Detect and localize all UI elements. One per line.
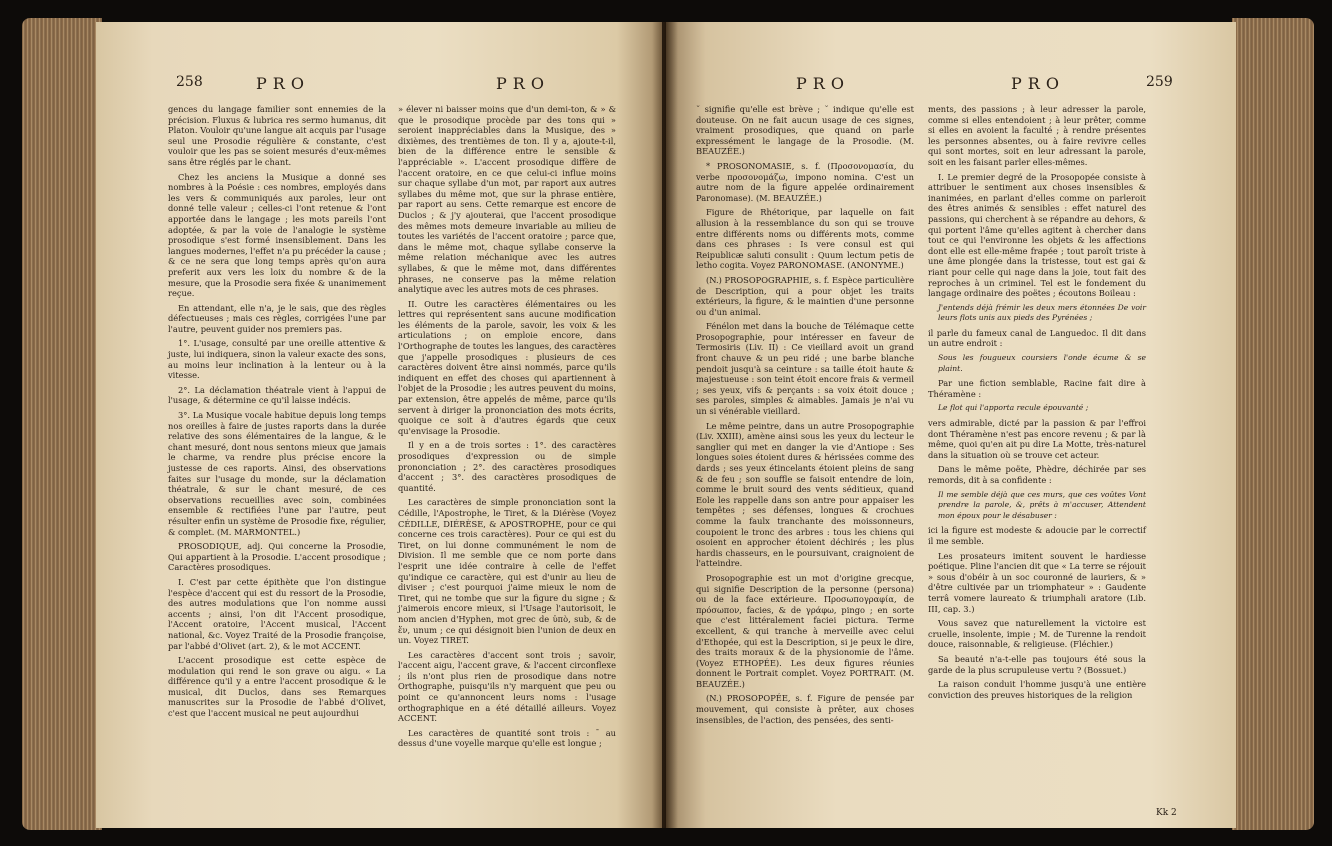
- paragraph: Le même peintre, dans un autre Prosopographie (Liv. XXIII), amène ainsi sous les yeux du lecteur le sanglier qui met en danger la vie d'Antiope : Ses longues soies étoient dures & hérissées comme des dards ; ses yeux étincelants étoient pleins de sang & de feu ; son souffle se faisoit entendre de loin, comme le bruit sourd des vents séditieux, quand Eole les rappelle dans son antre pour appaiser les tempêtes ; ses défenses, longues & crochues comme la faulx tranchante des moissonneurs, coupoient le tronc des arbres : tous les chiens qui osoient en approcher étoient déchirés ; les plus hardis chasseurs, en le poursuivant, craignoient de l'atteindre.: [696, 420, 914, 569]
- paragraph: Dans le même poëte, Phèdre, déchirée par ses remords, dit à sa confidente :: [928, 464, 1146, 485]
- paragraph: Il y en a de trois sortes : 1°. des caractères prosodiques d'expression ou de simple prononciation ; 2°. des caractères prosodiques d'accent ; 3°. des caractères prosodiques de quantité.: [398, 440, 616, 493]
- right-page-column-2: [928, 104, 1146, 704]
- left-page-column-2: [398, 104, 616, 753]
- right-page-column-1: [696, 104, 914, 729]
- paragraph: ˘ signifie qu'elle est brève ; ˘ indique qu'elle est douteuse. On ne fait aucun usage de ces signes, vraiment prosodiques, que quand on parle expressément le langage de la Prosodie. (M. BEAUZÉE.): [696, 104, 914, 157]
- paragraph: L'accent prosodique est cette espèce de modulation qui rend le son grave ou aigu. « La différence qu'il y a entre l'accent prosodique & le musical, dit Duclos, dans ses Remarques manuscrites sur la Prosodie de l'abbé d'Olivet, c'est que l'accent musical ne peut aujourdhui: [168, 655, 386, 719]
- right-page: [666, 22, 1236, 828]
- paragraph: Prosopographie est un mot d'origine grecque, qui signifie Description de la personne (persona) ou de la face extérieure. Προσωπογραφία, de πρόσωπον, facies, & de γράφω, pingo ; en sorte que c'est littéralement faciei pictura. Terme excellent, & qui tranche à merveille avec celui d'Ethopée, qui est la Description, si je peux le dire, des traits moraux & de la physionomie de l'âme. (Voyez ETHOPÉE). Les deux figures réunies donnent le Portrait complet. Voyez PORTRAIT. (M. BEAUZÉE.): [696, 572, 914, 689]
- page-edges-left: [22, 18, 102, 830]
- paragraph: 1°. L'usage, consulté par une oreille attentive & juste, lui indiquera, sinon la valeur exacte des sons, au moins leur inclination à la lenteur ou à la vitesse.: [168, 338, 386, 381]
- paragraph: Les caractères d'accent sont trois ; savoir, l'accent aigu, l'accent grave, & l'accent circonflexe ; ils n'ont plus rien de prosodique dans notre Orthographe, puisqu'ils n'y marquent que peu ou point ce qu'annoncent leurs noms : l'usage orthographique en a été détaillé ailleurs. Voyez ACCENT.: [398, 649, 616, 724]
- paragraph: ments, des passions ; à leur adresser la parole, comme si elles entendoient ; à leur prêter, comme si elles en avoient la faculté ; à rendre présentes les personnes absentes, ou à faire revivre celles qui sont mortes, soit en leur adressant la parole, soit en les faisant parler elles-mêmes.: [928, 104, 1146, 167]
- running-head-left-a: PRO: [256, 74, 310, 93]
- paragraph: gences du langage familier sont ennemies de la précision. Fluxus & lubrica res sermo humanus, dit Platon. Vouloir qu'une langue ait acquis par l'usage seul une Prosodie régulière & constante, c'est vouloir que les pas se soient mesurés d'eux-mêmes sans être réglés par le chant.: [168, 104, 386, 167]
- paragraph: En attendant, elle n'a, je le sais, que des règles défectueuses ; mais ces règles, corrigées l'une par l'autre, peuvent guider nos premiers pas.: [168, 302, 386, 334]
- entry-heading: PROSODIQUE, adj. Qui concerne la Prosodie, Qui appartient à la Prosodie. L'accent prosodique ; Caractères prosodiques.: [168, 541, 386, 573]
- paragraph: Les prosateurs imitent souvent le hardiesse poétique. Pline l'ancien dit que « La terre se réjouit » sous d'obéir à un soc couronné de lauriers, & » d'être cultivée par un triomphateur » : Gaudente terrâ vomere laureato & triumphali aratore (Lib. III, cap. 3.): [928, 550, 1146, 614]
- running-head-right-b: PRO: [1011, 74, 1065, 93]
- entry-heading: (N.) PROSOPOPÉE, s. f. Figure de pensée par mouvement, qui consiste à prêter, aux choses insensibles, de l'action, des pensées, des senti-: [696, 693, 914, 725]
- running-head-left-b: PRO: [496, 74, 550, 93]
- paragraph: I. C'est par cette épithète que l'on distingue l'espèce d'accent qui est du ressort de la Prosodie, des autres modulations que l'on nomme aussi accents ; ainsi, l'on dit l'Accent prosodique, l'Accent oratoire, l'Accent musical, l'Accent national, &c. Voyez Traité de la Prosodie françoise, par l'abbé d'Olivet (art. 2), & le mot ACCENT.: [168, 576, 386, 651]
- paragraph: Fénélon met dans la bouche de Télémaque cette Prosopographie, pour intéresser en faveur de Termosiris (Liv. II) : Ce vieillard avoit un grand front chauve & un peu ridé ; une barbe blanche pendoit jusqu'à sa ceinture : sa taille étoit haute & majestueuse : son teint étoit encore frais & vermeil ; ses yeux, vifs & perçants : sa voix étoit douce ; ses paroles, simples & aimables. Jamais je n'ai vu un si vénérable vieillard.: [696, 321, 914, 417]
- verse-quote: J'entends déjà frémir les deux mers étonnées De voir leurs flots unis aux pieds des Pyrénées ;: [938, 302, 1146, 323]
- book-gutter: [652, 22, 678, 828]
- paragraph: 3°. La Musique vocale habitue depuis long temps nos oreilles à faire de justes raports dans la durée relative des sons élémentaires de la langue, & le chant mesuré, dont nous sentons mieux que jamais le charme, va rendre plus précise encore la justesse de ces raports. Ainsi, des observations faites sur l'usage du monde, sur la déclamation théatrale, & sur le chant mesuré, de ces observations recueillies avec soin, combinées ensemble & rectifiées l'une par l'autre, peut résulter enfin un système de Prosodie fixe, régulier, & complet. (M. MARMONTEL.): [168, 410, 386, 537]
- paragraph: Les caractères de simple prononciation sont la Cédille, l'Apostrophe, le Tiret, & la Diérèse (Voyez CÉDILLE, DIÉRÈSE, & APOSTROPHE, pour ce qui concerne ces trois caractères). Pour ce qui est du Tiret, on lui donne communément le nom de Division. Il me semble que ce nom porte dans l'esprit une idée contraire à celle de l'effet qu'indique ce caractère, qui est d'unir au lieu de diviser ; c'est pourquoi j'aime mieux le nom de Tiret, qui ne tombe que sur la figure du signe ; & j'aimerois encore mieux, si l'Usage l'autorisoit, le nom ancien d'Hyphen, mot grec de ὑπὸ, sub, & de ἕν, unum ; ce qui désignoit bien l'union de deux en un. Voyez TIRET.: [398, 497, 616, 646]
- paragraph: 2°. La déclamation théatrale vient à l'appui de l'usage, & détermine ce qu'il laisse indécis.: [168, 384, 386, 406]
- verse-quote: Sous les fougueux coursiers l'onde écume & se plaint.: [938, 353, 1146, 373]
- verse-quote: Le flot qui l'apporta recule épouvanté ;: [938, 403, 1089, 413]
- paragraph: Chez les anciens la Musique a donné ses nombres à la Poésie : ces nombres, employés dans les vers & communiqués aux paroles, leur ont donné telle valeur ; celles-ci l'ont retenue & l'ont apportée dans le langage ; les mots pareils l'ont adoptée, & par la voie de l'analogie le système prosodique s'est formé insensiblement. Dans les langues modernes, l'effet n'a pu précéder la cause ; & ce ne sera que long temps après qu'on aura preferit aux vers les loix du nombre & de la mesure, que la Prosodie sera fixée & unanimement reçue.: [168, 171, 386, 299]
- page-number-left: 258: [176, 74, 203, 90]
- entry-heading: (N.) PROSOPOGRAPHIE, s. f. Espèce particulière de Description, qui a pour objet les traits extérieurs, la figure, & le maintien d'une personne ou d'un animal.: [696, 274, 914, 317]
- paragraph: La raison conduit l'homme jusqu'à une entière conviction des preuves historiques de la religion: [928, 679, 1146, 700]
- left-page-column-1: [168, 104, 386, 723]
- paragraph: Par une fiction semblable, Racine fait dire à Théramène :: [928, 378, 1146, 399]
- signature-mark: Kk 2: [1156, 808, 1177, 818]
- paragraph: Vous savez que naturellement la victoire est cruelle, insolente, impie ; M. de Turenne la rendoit douce, raisonnable, & religieuse. (Fléchier.): [928, 618, 1146, 650]
- paragraph: » élever ni baisser moins que d'un demi-ton, & » & que le prosodique procède par des tons qui » seroient inappréciables dans la Musique, des » dixièmes, des trentièmes de ton. Il y a, ajoute-t-il, bien de la différence entre le sensible & l'appréciable ». L'accent prosodique diffère de l'accent oratoire, en ce que celui-ci influe moins sur chaque syllabe d'un mot, par raport aux autres syllabes du même mot, que sur la phrase entière, par raport au sens. Cette remarque est encore de Duclos ; & j'y ajouterai, que l'accent prosodique des mêmes mots demeure invariable au milieu de toutes les variétés de l'accent oratoire ; parce que, dans le même mot, chaque syllabe conserve la même relation méchanique avec les autres syllabes, & que le même mot, dans différentes phrases, ne conserve pas la même relation analytique avec les autres mots de ces phrases.: [398, 104, 616, 295]
- page-number-right: 259: [1146, 74, 1173, 90]
- paragraph: ici la figure est modeste & adoucie par le correctif il me semble.: [928, 525, 1146, 546]
- left-page: [96, 22, 662, 828]
- paragraph: Figure de Rhétorique, par laquelle on fait allusion à la ressemblance du son qui se trouve entre différents noms ou différents mots, comme dans ces phrases : Is vere consul est qui Reipublicæ saluti consulit : Quum lectum petis de letho cogita. Voyez PARONOMASE. (ANONYME.): [696, 207, 914, 271]
- page-edges-right: [1232, 18, 1314, 830]
- paragraph: vers admirable, dicté par la passion & par l'effroi dont Théramène n'est pas encore revenu ; & par là même, quoi qu'en ait pu dire La Motte, très-naturel dans la situation où se trouve cet acteur.: [928, 418, 1146, 460]
- running-head-right-a: PRO: [796, 74, 850, 93]
- verse-quote: Il me semble déjà que ces murs, que ces voûtes Vont prendre la parole, &, prêts à m'accuser, Attendent mon époux pour le désabuser :: [938, 489, 1146, 520]
- entry-heading: * PROSONOMASIE, s. f. (Προσονομασία, du verbe προσονομάζω, impono nomina. C'est un autre nom de la figure appelée ordinairement Paronomase). (M. BEAUZÉE.): [696, 160, 914, 203]
- paragraph: Sa beauté n'a-t-elle pas toujours été sous la garde de la plus scrupuleuse vertu ? (Bossuet.): [928, 653, 1146, 675]
- paragraph: il parle du fameux canal de Languedoc. Il dit dans un autre endroit :: [928, 327, 1146, 349]
- paragraph: I. Le premier degré de la Prosopopée consiste à attribuer le sentiment aux choses insensibles & inanimées, en parlant d'elles comme on parleroit des êtres animés & sensibles : effet naturel des passions, qui cherchent à se répandre au dehors, & qui portent l'âme qu'elles agitent à chercher dans tout ce qui l'environne les objets & les affections dont elle est elle-même frapée ; tout paroît triste à une âme plongée dans la tristesse, tout est gai & riant pour celle qui nage dans la joie, tout fait des reproches à un criminel. Tel est le fondement du langage ordinaire des poëtes ; écoutons Boileau :: [928, 171, 1146, 299]
- paragraph: Les caractères de quantité sont trois : ¯ au dessus d'une voyelle marque qu'elle est longue ;: [398, 727, 616, 749]
- paragraph: II. Outre les caractères élémentaires ou les lettres qui représentent sans aucune modification les éléments de la parole, savoir, les voix & les articulations ; on emploie encore, dans l'Orthographe de toutes les langues, des caractères que j'appelle prosodiques : plusieurs de ces caractères doivent être ainsi nommés, parce qu'ils indiquent en effet des choses qui apartiennent à l'objet de la Prosodie ; les autres peuvent du moins, par extension, être appelés de même, parce qu'ils servent à diriger la prononciation des mots écrits, quoique ce soit à d'autres égards que ceux qu'envisage la Prosodie.: [398, 298, 616, 436]
